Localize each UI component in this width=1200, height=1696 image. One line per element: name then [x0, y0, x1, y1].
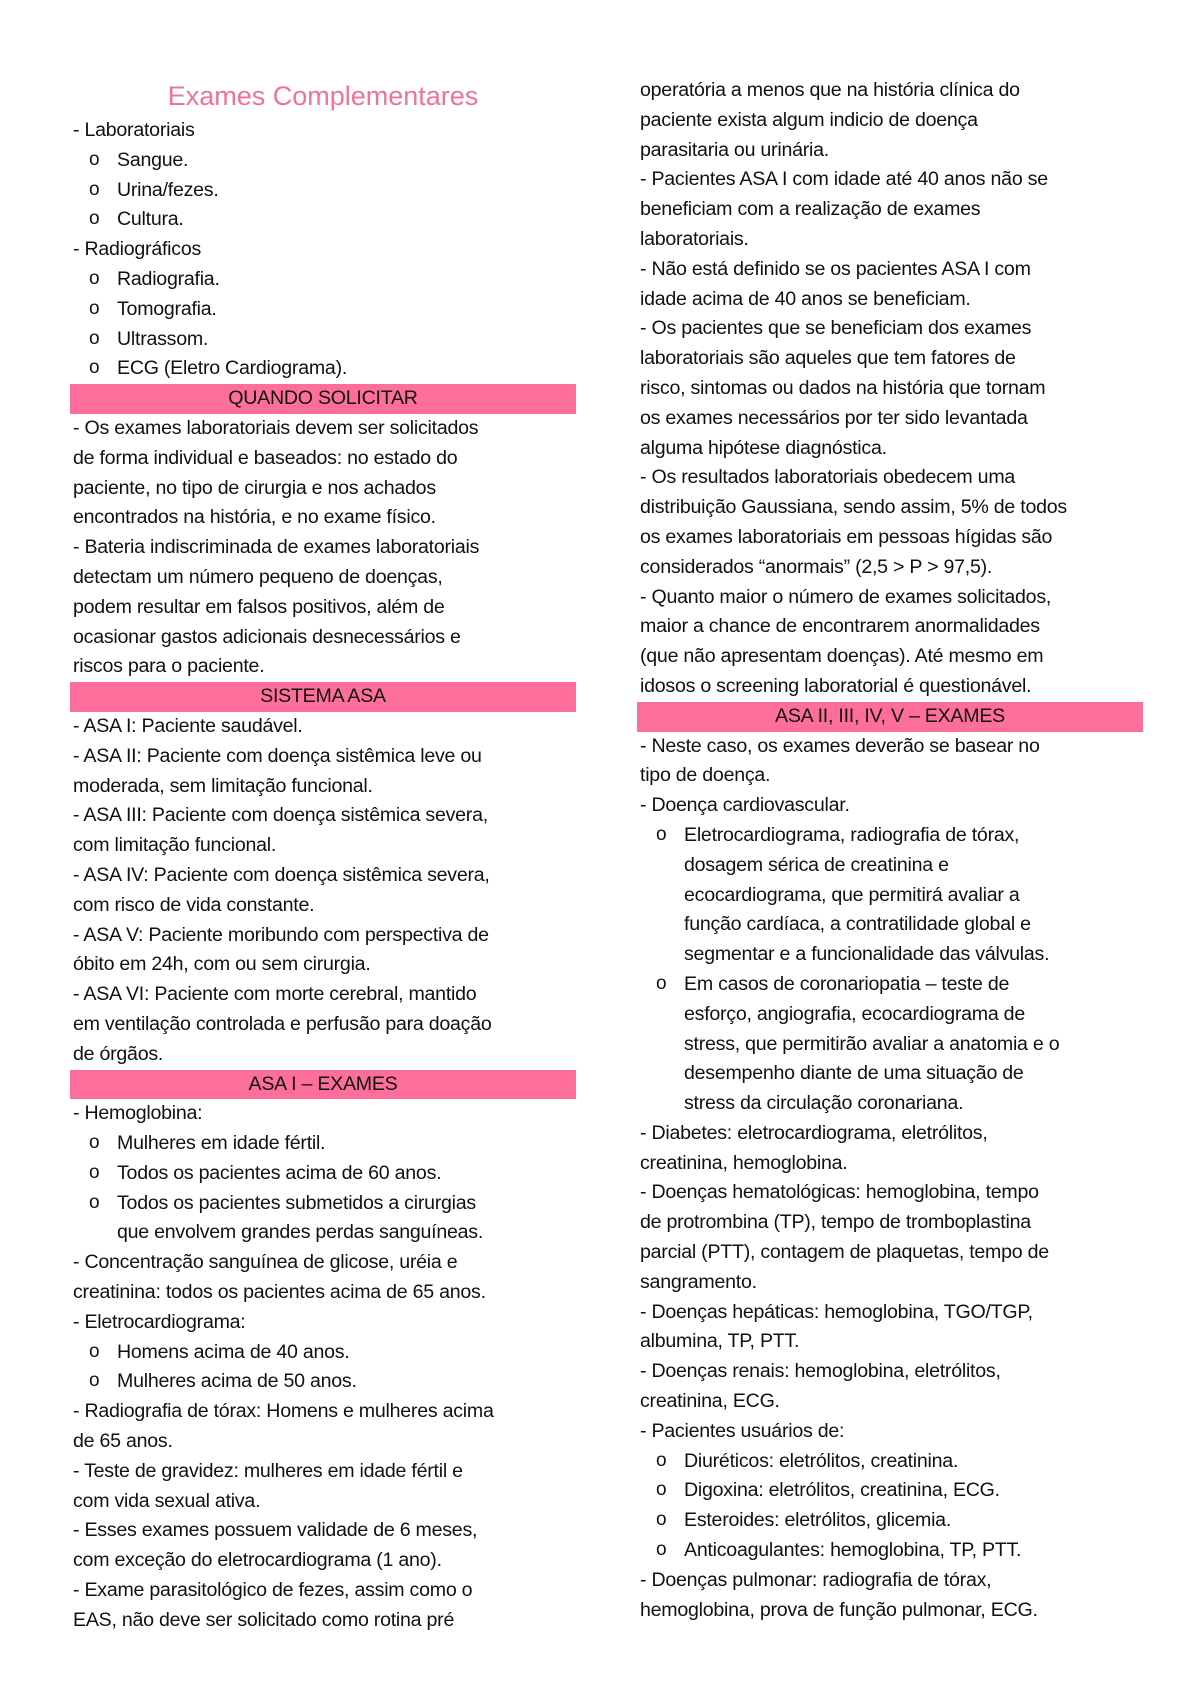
text-line: - Quanto maior o número de exames solicitados,: [640, 585, 1052, 608]
text-line: hemoglobina, prova de função pulmonar, ECG.: [640, 1598, 1038, 1621]
section-heading: SISTEMA ASA: [70, 682, 576, 712]
text-line: com vida sexual ativa.: [73, 1489, 261, 1512]
bullet-item: o Sangue.: [73, 146, 573, 176]
text-line: EAS, não deve ser solicitado como rotina pré: [73, 1608, 455, 1631]
text-line: creatinina, hemoglobina.: [640, 1151, 848, 1174]
bullet-continuation: função cardíaca, a contratilidade global e: [684, 913, 1031, 936]
bullet-item: o Urina/fezes.: [73, 176, 573, 206]
text-line: com risco de vida constante.: [73, 893, 315, 916]
section-heading: ASA II, III, IV, V – EXAMES: [637, 702, 1143, 732]
text-line: - Laboratoriais: [73, 119, 195, 141]
text-line: tipo de doença.: [640, 764, 771, 787]
bullet-item: o Todos os pacientes acima de 60 anos.: [73, 1159, 573, 1189]
text-line: (que não apresentam doenças). Até mesmo em: [640, 645, 1044, 668]
text-line: sangramento.: [640, 1270, 757, 1293]
text-line: os exames necessários por ter sido levantada: [640, 406, 1028, 429]
text-line: - Doenças pulmonar: radiografia de tórax,: [640, 1568, 992, 1591]
bullet-continuation: esforço, angiografia, ecocardiograma de: [684, 1002, 1025, 1025]
text-line: - Doenças hepáticas: hemoglobina, TGO/TGP,: [640, 1300, 1033, 1323]
text-line: detectam um número pequeno de doenças,: [73, 565, 443, 588]
bullet-item: o Homens acima de 40 anos.: [73, 1338, 573, 1368]
document-title: Exames Complementares: [167, 81, 479, 111]
text-line: ocasionar gastos adicionais desnecessários e: [73, 625, 461, 648]
text-line: de forma individual e baseados: no estado do: [73, 446, 458, 469]
text-line: alguma hipótese diagnóstica.: [640, 436, 887, 459]
bullet-item: o Digoxina: eletrólitos, creatinina, ECG.: [640, 1476, 1140, 1506]
bullet-continuation: stress, que permitirão avaliar a anatomia e o: [684, 1032, 1060, 1055]
text-line: - Neste caso, os exames deverão se basear no: [640, 734, 1040, 757]
text-line: laboratoriais são aqueles que tem fatores de: [640, 347, 1016, 370]
text-line: encontrados na história, e no exame físico.: [73, 506, 436, 529]
text-line: - Os pacientes que se beneficiam dos exames: [640, 317, 1032, 340]
text-line: - Os exames laboratoriais devem ser solicitados: [73, 416, 479, 439]
section-heading: ASA I – EXAMES: [70, 1070, 576, 1100]
text-line: óbito em 24h, com ou sem cirurgia.: [73, 953, 371, 976]
text-line: laboratoriais.: [640, 227, 749, 250]
text-line: - Não está definido se os pacientes ASA I com: [640, 257, 1031, 280]
text-line: creatinina, ECG.: [640, 1390, 780, 1413]
text-line: - Doenças hematológicas: hemoglobina, tempo: [640, 1181, 1039, 1204]
text-line: idosos o screening laboratorial é questionável.: [640, 674, 1032, 697]
text-line: - ASA III: Paciente com doença sistêmica severa,: [73, 804, 488, 827]
text-line: parcial (PTT), contagem de plaquetas, tempo de: [640, 1241, 1049, 1264]
text-line: - Teste de gravidez: mulheres em idade fértil e: [73, 1459, 463, 1482]
text-line: - ASA V: Paciente moribundo com perspectiva de: [73, 923, 489, 946]
text-line: - ASA IV: Paciente com doença sistêmica severa,: [73, 863, 490, 886]
bullet-item: o Cultura.: [73, 205, 573, 235]
text-line: moderada, sem limitação funcional.: [73, 774, 373, 797]
bullet-item: o Mulheres acima de 50 anos.: [73, 1367, 573, 1397]
bullet-item: o Diuréticos: eletrólitos, creatinina.: [640, 1447, 1140, 1477]
right-column: [640, 76, 1140, 1625]
text-line: - Exame parasitológico de fezes, assim como o: [73, 1579, 473, 1602]
bullet-continuation: dosagem sérica de creatinina e: [684, 853, 949, 876]
text-line: de protrombina (TP), tempo de tromboplastina: [640, 1211, 1031, 1234]
bullet-item: o Eletrocardiograma, radiografia de tórax,: [640, 821, 1140, 851]
text-line: distribuição Gaussiana, sendo assim, 5% de todos: [640, 496, 1067, 519]
bullet-item: o Todos os pacientes submetidos a cirurgias: [73, 1189, 573, 1219]
bullet-item: o Ultrassom.: [73, 325, 573, 355]
bullet-item: o Esteroides: eletrólitos, glicemia.: [640, 1506, 1140, 1536]
text-line: - ASA I: Paciente saudável.: [73, 714, 303, 737]
text-line: operatória a menos que na história clínica do: [640, 79, 1020, 101]
text-line: com limitação funcional.: [73, 834, 277, 857]
bullet-item: o ECG (Eletro Cardiograma).: [73, 354, 573, 384]
bullet-item: o Em casos de coronariopatia – teste de: [640, 970, 1140, 1000]
text-line: - Diabetes: eletrocardiograma, eletrólitos,: [640, 1121, 988, 1144]
text-line: paciente exista algum indicio de doença: [640, 108, 978, 131]
text-line: - Pacientes ASA I com idade até 40 anos não se: [640, 168, 1048, 191]
bullet-item: o Tomografia.: [73, 295, 573, 325]
text-line: - Bateria indiscriminada de exames laboratoriais: [73, 536, 480, 559]
left-column: [73, 76, 573, 1636]
text-line: os exames laboratoriais em pessoas hígidas são: [640, 525, 1053, 548]
text-line: - Radiográficos: [73, 238, 202, 261]
text-line: de órgãos.: [73, 1042, 164, 1065]
text-line: maior a chance de encontrarem anormalidades: [640, 615, 1040, 638]
text-line: de 65 anos.: [73, 1430, 173, 1453]
text-line: - Pacientes usuários de:: [640, 1419, 845, 1442]
text-line: - Esses exames possuem validade de 6 meses,: [73, 1519, 478, 1542]
text-line: albumina, TP, PTT.: [640, 1330, 800, 1353]
bullet-continuation: desempenho diante de uma situação de: [684, 1062, 1024, 1085]
text-line: risco, sintomas ou dados na história que tornam: [640, 376, 1046, 399]
text-line: em ventilação controlada e perfusão para doação: [73, 1012, 492, 1035]
text-line: - Doença cardiovascular.: [640, 794, 850, 817]
text-line: - Doenças renais: hemoglobina, eletrólitos,: [640, 1360, 1001, 1383]
bullet-item: o Mulheres em idade fértil.: [73, 1129, 573, 1159]
text-line: - Os resultados laboratoriais obedecem uma: [640, 466, 1016, 489]
bullet-continuation: stress da circulação coronariana.: [684, 1092, 964, 1115]
bullet-continuation: segmentar e a funcionalidade das válvulas.: [684, 943, 1050, 966]
text-line: considerados “anormais” (2,5 > P > 97,5).: [640, 555, 993, 578]
bullet-continuation: que envolvem grandes perdas sanguíneas.: [117, 1221, 484, 1244]
bullet-item: o Radiografia.: [73, 265, 573, 295]
text-line: paciente, no tipo de cirurgia e nos achados: [73, 476, 436, 499]
text-line: creatinina: todos os pacientes acima de 65 anos.: [73, 1281, 486, 1304]
text-line: - Concentração sanguínea de glicose, uréia e: [73, 1251, 458, 1274]
text-line: parasitaria ou urinária.: [640, 138, 829, 161]
text-line: - Radiografia de tórax: Homens e mulheres acima: [73, 1400, 494, 1423]
text-line: - Hemoglobina:: [73, 1102, 203, 1125]
text-line: - ASA II: Paciente com doença sistêmica leve ou: [73, 744, 482, 767]
text-line: com exceção do eletrocardiograma (1 ano).: [73, 1549, 442, 1572]
bullet-item: o Anticoagulantes: hemoglobina, TP, PTT.: [640, 1536, 1140, 1566]
text-line: podem resultar em falsos positivos, além de: [73, 595, 445, 618]
text-line: beneficiam com a realização de exames: [640, 198, 981, 221]
text-line: - Eletrocardiograma:: [73, 1310, 246, 1333]
section-heading: QUANDO SOLICITAR: [70, 384, 576, 414]
text-line: idade acima de 40 anos se beneficiam.: [640, 287, 971, 310]
text-line: riscos para o paciente.: [73, 655, 265, 678]
text-line: - ASA VI: Paciente com morte cerebral, mantido: [73, 983, 477, 1006]
bullet-continuation: ecocardiograma, que permitirá avaliar a: [684, 883, 1020, 906]
